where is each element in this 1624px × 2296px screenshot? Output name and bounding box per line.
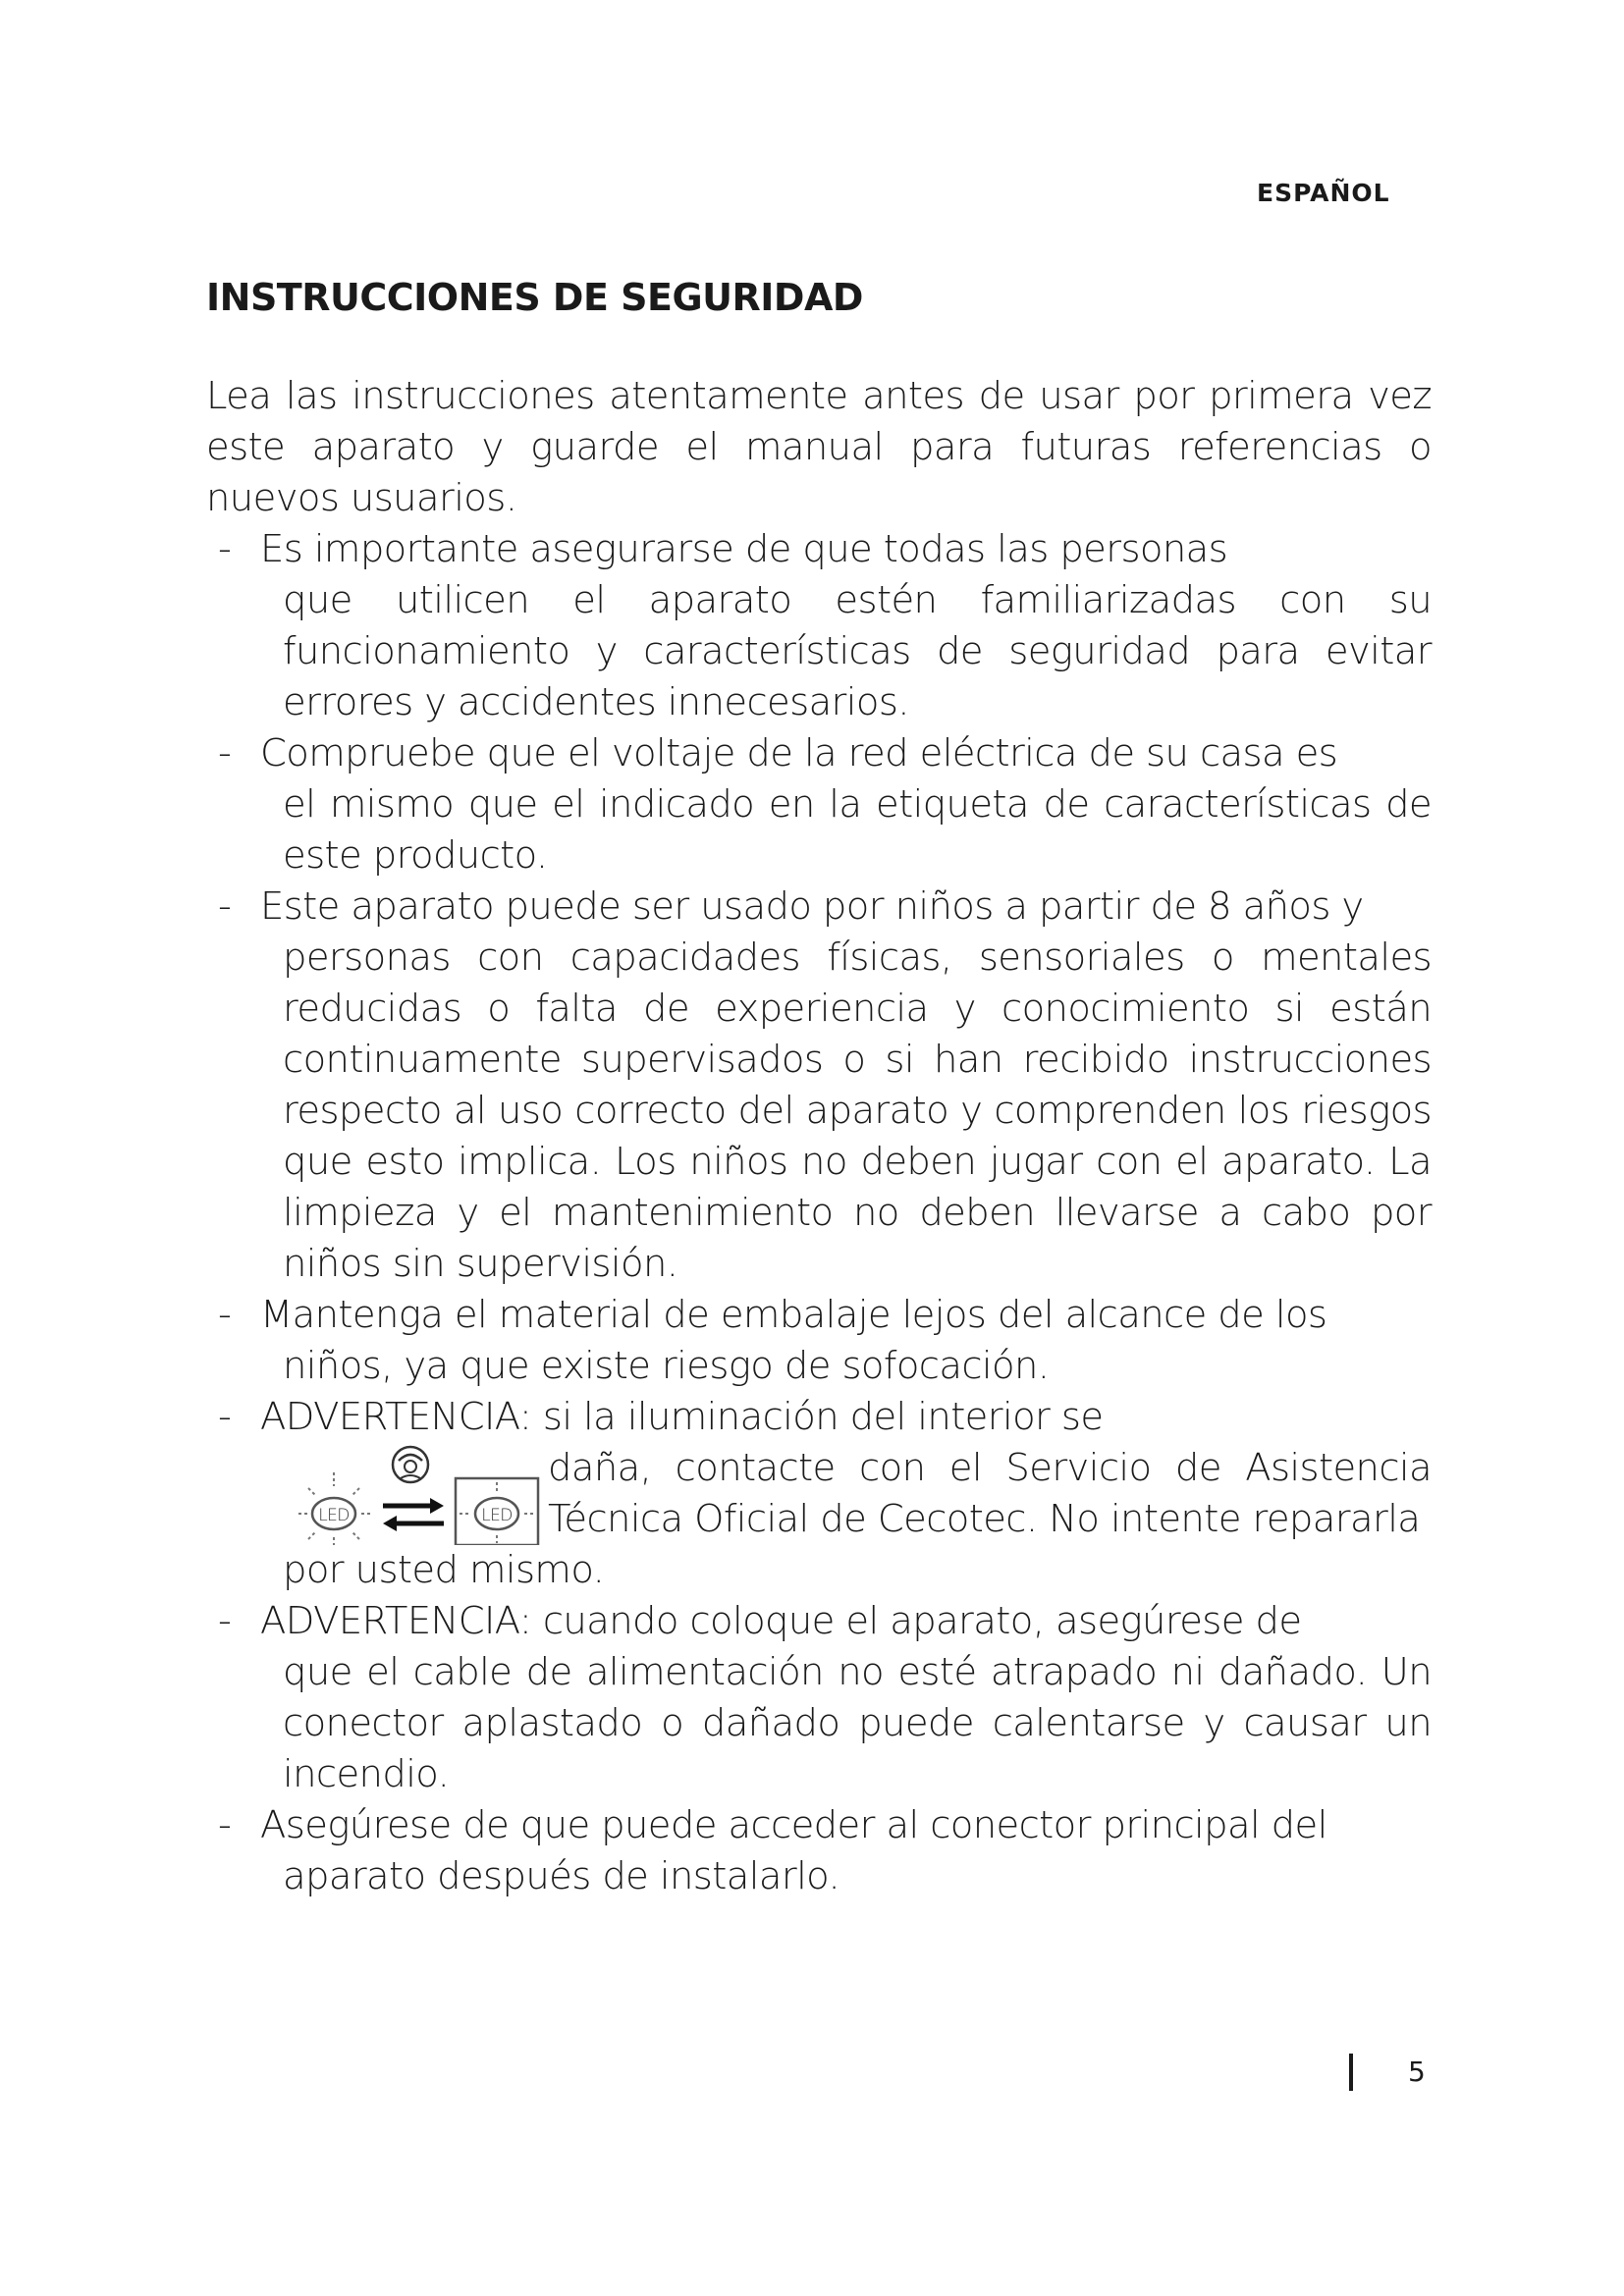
intro-paragraph: Lea las instrucciones atentamente antes de usar por primera vez este aparato y guarde el manual para futuras referencias o nuevos usuarios. (206, 374, 1432, 520)
swap-arrows-icon (383, 1498, 444, 1531)
footer-divider (1349, 2054, 1353, 2091)
item-first-line: Este aparato puede ser usado por niños a partir de 8 años y (260, 884, 1364, 929)
item-first-line: Mantenga el material de embalaje lejos del alcance de los (260, 1293, 1327, 1337)
item-continuation: personas con capacidades físicas, sensoriales o mentales reducidas o falta de experiencia y conocimiento si están continuamente supervisados o si han recibido instrucciones respecto al uso correcto del aparato y comprenden los riesgos que esto implica. Los niños no deben jugar con el aparato. La limpieza y el mantenimiento no deben llevarse a cabo por niños sin supervisión. (283, 935, 1432, 1286)
technician-icon (393, 1447, 428, 1482)
list-item (206, 524, 1432, 728)
list-item (206, 1596, 1432, 1800)
language-label: ESPAÑOL (1257, 179, 1390, 207)
list-item (206, 1290, 1432, 1392)
bullet-dash: - (218, 1599, 232, 1643)
bullet-dash: - (218, 1395, 232, 1439)
item-first-line: ADVERTENCIA: si la iluminación del interior se (260, 1395, 1104, 1439)
list-item (206, 881, 1432, 1290)
safety-list (206, 524, 1432, 1902)
page-title: INSTRUCCIONES DE SEGURIDAD (206, 276, 863, 319)
item-continuation: el mismo que el indicado en la etiqueta de características de este producto. (283, 782, 1432, 878)
bullet-dash: - (218, 731, 232, 775)
led-label: LED (318, 1506, 350, 1525)
item-continuation: aparato después de instalarlo. (283, 1854, 840, 1898)
bullet-dash: - (218, 527, 232, 571)
led-bulb-icon (298, 1472, 371, 1545)
led-label: LED (481, 1506, 513, 1525)
list-item (206, 1392, 1432, 1596)
warning-text-beside-icon: daña, contacte con el Servicio de Asistencia Técnica Oficial de Cecotec. No intente repararla (548, 1446, 1432, 1541)
warning-with-icon (260, 1443, 1432, 1545)
bullet-dash: - (218, 884, 232, 929)
led-replacement-graphic (283, 1443, 548, 1545)
item-continuation: que el cable de alimentación no esté atrapado ni dañado. Un conector aplastado o dañado puede calentarse y causar un incendio. (283, 1650, 1432, 1796)
item-continuation: que utilicen el aparato estén familiarizadas con su funcionamiento y características de seguridad para evitar errores y accidentes innecesarios. (283, 578, 1432, 724)
led-replacement-icon (283, 1443, 548, 1545)
instructions-body (206, 371, 1432, 1902)
bullet-dash: - (218, 1803, 232, 1847)
item-first-line: Compruebe que el voltaje de la red eléctrica de su casa es (260, 731, 1338, 775)
item-continuation: por usted mismo. (283, 1548, 605, 1592)
item-first-line: Asegúrese de que puede acceder al conector principal del (260, 1803, 1327, 1847)
item-first-line: Es importante asegurarse de que todas las personas (260, 527, 1228, 571)
bullet-dash: - (218, 1293, 232, 1337)
item-first-line: ADVERTENCIA: cuando coloque el aparato, asegúrese de (260, 1599, 1302, 1643)
page-number: 5 (1408, 2056, 1426, 2088)
led-bulb-icon (456, 1478, 538, 1545)
list-item (206, 1800, 1432, 1902)
item-continuation: niños, ya que existe riesgo de sofocación. (283, 1344, 1050, 1388)
list-item (206, 728, 1432, 881)
